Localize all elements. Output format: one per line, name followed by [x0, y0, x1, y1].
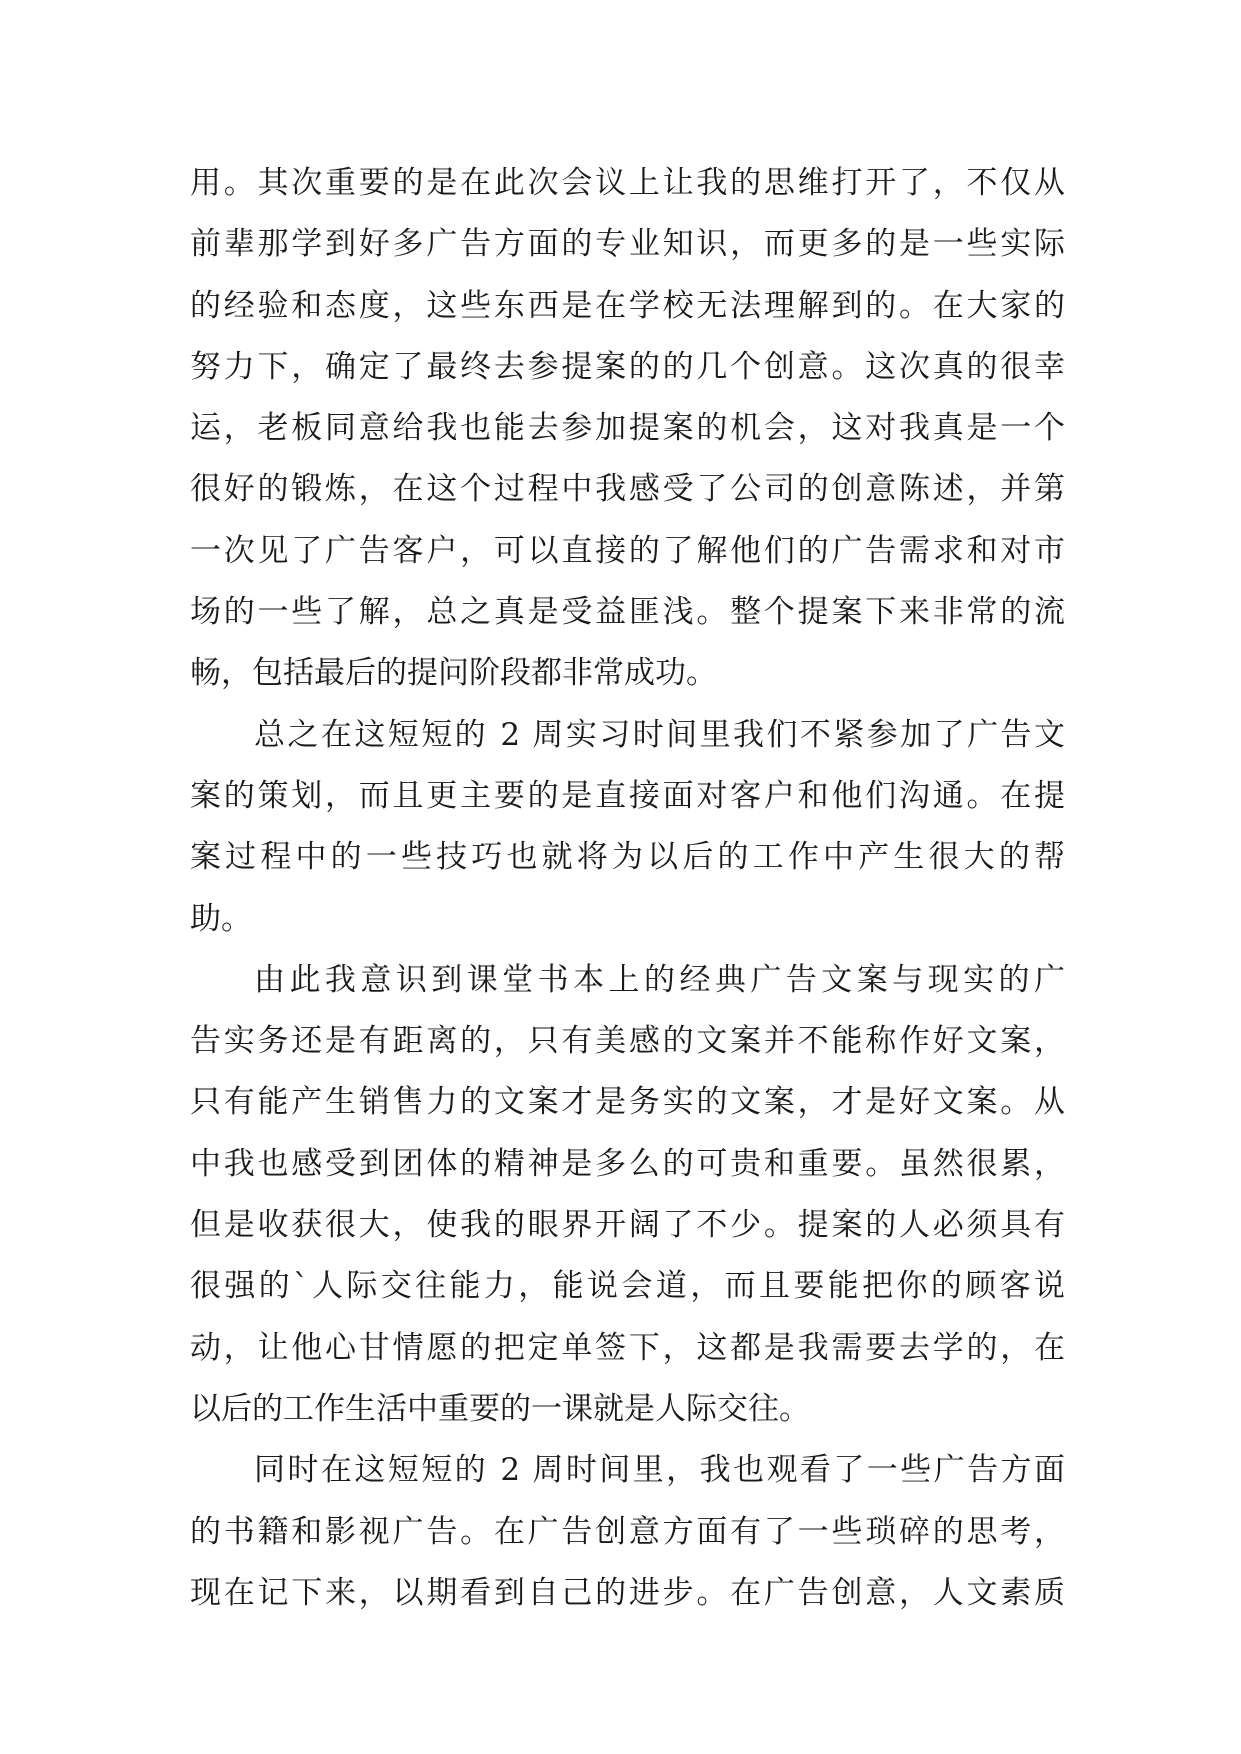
text-line: 告实务还是有距离的，只有美感的文案并不能称作好文案，	[190, 1023, 1065, 1060]
text-line: 很好的锻炼，在这个过程中我感受了公司的创意陈述，并第	[190, 471, 1065, 508]
paragraph	[190, 705, 1065, 950]
text-line: 同时在这短短的 2 周时间里，我也观看了一些广告方面	[254, 1452, 1065, 1489]
text-line: 很强的`人际交往能力，能说会道，而且要能把你的顾客说	[190, 1268, 1065, 1305]
text-line: 的经验和态度，这些东西是在学校无法理解到的。在大家的	[190, 287, 1065, 324]
text-line: 现在记下来，以期看到自己的进步。在广告创意，人文素质	[190, 1574, 1065, 1611]
paragraph	[190, 1440, 1065, 1624]
text-line: 助。	[190, 900, 252, 937]
text-line: 案的策划，而且更主要的是直接面对客户和他们沟通。在提	[190, 777, 1065, 814]
text-line: 中我也感受到团体的精神是多么的可贵和重要。虽然很累，	[190, 1145, 1065, 1182]
text-line: 只有能产生销售力的文案才是务实的文案，才是好文案。从	[190, 1084, 1065, 1121]
paragraph	[190, 950, 1065, 1440]
paragraph	[190, 153, 1065, 705]
text-line: 案过程中的一些技巧也就将为以后的工作中产生很大的帮	[190, 839, 1065, 876]
text-line: 场的一些了解，总之真是受益匪浅。整个提案下来非常的流	[190, 594, 1065, 631]
text-line: 总之在这短短的 2 周实习时间里我们不紧参加了广告文	[254, 716, 1065, 753]
text-line: 一次见了广告客户，可以直接的了解他们的广告需求和对市	[190, 532, 1065, 569]
text-line: 运，老板同意给我也能去参加提案的机会，这对我真是一个	[190, 410, 1065, 447]
text-line: 用。其次重要的是在此次会议上让我的思维打开了，不仅从	[190, 165, 1065, 201]
text-line: 动，让他心甘情愿的把定单签下，这都是我需要去学的，在	[190, 1329, 1065, 1366]
text-line: 但是收获很大，使我的眼界开阔了不少。提案的人必须具有	[190, 1207, 1065, 1244]
text-line: 由此我意识到课堂书本上的经典广告文案与现实的广	[254, 961, 1065, 998]
text-line: 畅，包括最后的提问阶段都非常成功。	[190, 655, 717, 692]
text-line: 的书籍和影视广告。在广告创意方面有了一些琐碎的思考，	[190, 1513, 1065, 1550]
text-line: 以后的工作生活中重要的一课就是人际交往。	[190, 1390, 810, 1427]
text-line: 前辈那学到好多广告方面的专业知识，而更多的是一些实际	[190, 226, 1065, 263]
document-body	[190, 153, 1065, 1624]
text-line: 努力下，确定了最终去参提案的的几个创意。这次真的很幸	[190, 348, 1065, 385]
